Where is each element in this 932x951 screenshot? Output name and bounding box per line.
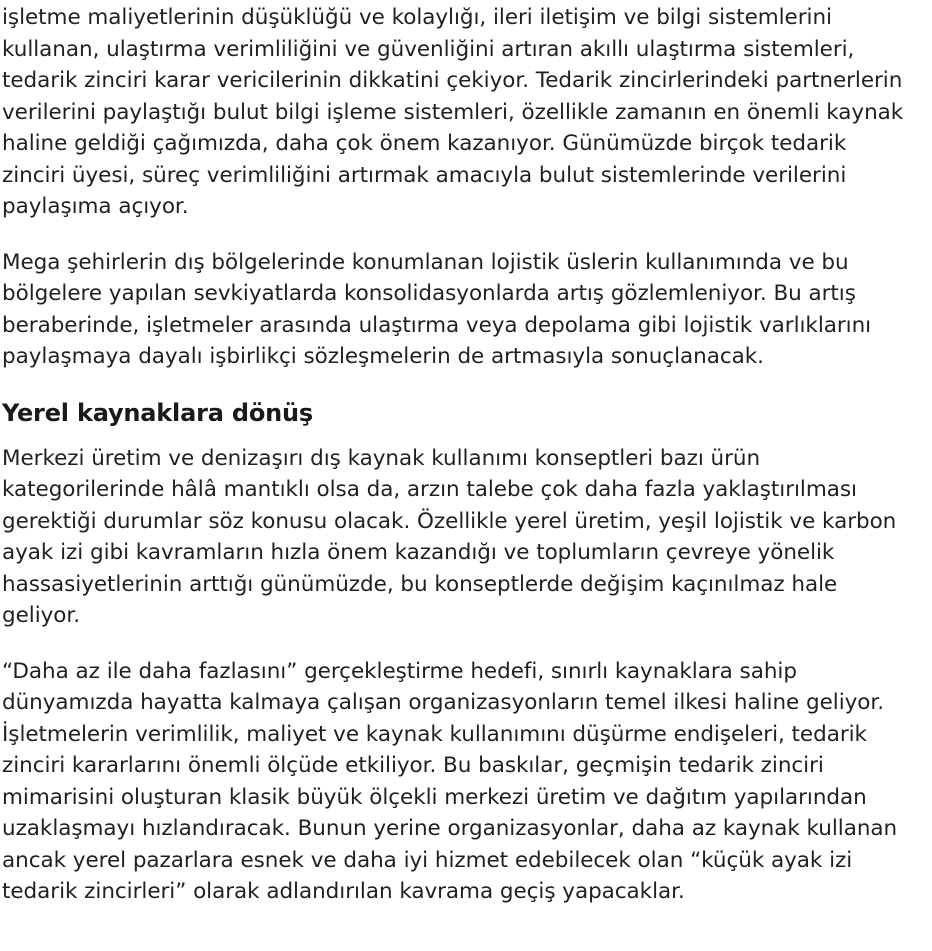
- heading-yerel-kaynaklara-donus: Yerel kaynaklara dönüş: [2, 398, 313, 427]
- paragraph-3: Merkezi üretim ve denizaşırı dış kaynak kullanımı konseptleri bazı ürün kategorilerinde hâlâ mantıklı olsa da, arzın talebe çok daha fazla yaklaştırılması gerektiği durumlar söz konusu olacak. Özellikle yerel üretim, yeşil lojistik ve karbon ayak izi gibi kavramların hızla önem kazandığı ve toplumların çevreye yönelik hassasiyetlerinin arttığı günümüzde, bu konseptlerde değişim kaçınılmaz hale geliyor.: [2, 445, 897, 628]
- paragraph-2: Mega şehirlerin dış bölgelerinde konumlanan lojistik üslerin kullanımında ve bu bölgelere yapılan sevkiyatlarda konsolidasyonlarda artış gözlemleniyor. Bu artış beraberinde, işletmeler arasında ulaştırma veya depolama gibi lojistik varlıklarını paylaşmaya dayalı işbirlikçi sözleşmelerin de artmasıyla sonuçlanacak.: [2, 249, 872, 369]
- paragraph-1: işletme maliyetlerinin düşüklüğü ve kolaylığı, ileri iletişim ve bilgi sistemlerini kullanan, ulaştırma verimliliğini ve güvenliğini artıran akıllı ulaştırma sistemleri, tedarik zinciri karar vericilerinin dikkatini çekiyor. Tedarik zincirlerindeki partnerlerin verilerini paylaştığı bulut bilgi işleme sistemleri, özellikle zamanın en önemli kaynak haline geldiği çağımızda, daha çok önem kazanıyor. Günümüzde birçok tedarik zinciri üyesi, süreç verimliliğini artırmak amacıyla bulut sistemlerinde verilerini paylaşıma açıyor.: [2, 5, 904, 219]
- paragraph-4: “Daha az ile daha fazlasını” gerçekleştirme hedefi, sınırlı kaynaklara sahip dünyamızda hayatta kalmaya çalışan organizasyonların temel ilkesi haline geliyor. İşletmelerin verimlilik, maliyet ve kaynak kullanımını düşürme endişeleri, tedarik zinciri kararlarını önemli ölçüde etkiliyor. Bu baskılar, geçmişin tedarik zinciri mimarisini oluşturan klasik büyük ölçekli merkezi üretim ve dağıtım yapılarından uzaklaşmayı hızlandıracak. Bunun yerine organizasyonlar, daha az kaynak kullanan ancak yerel pazarlara esnek ve daha iyi hizmet edebilecek olan “küçük ayak izi tedarik zincirleri” olarak adlandırılan kavrama geçiş yapacaklar.: [2, 658, 898, 904]
